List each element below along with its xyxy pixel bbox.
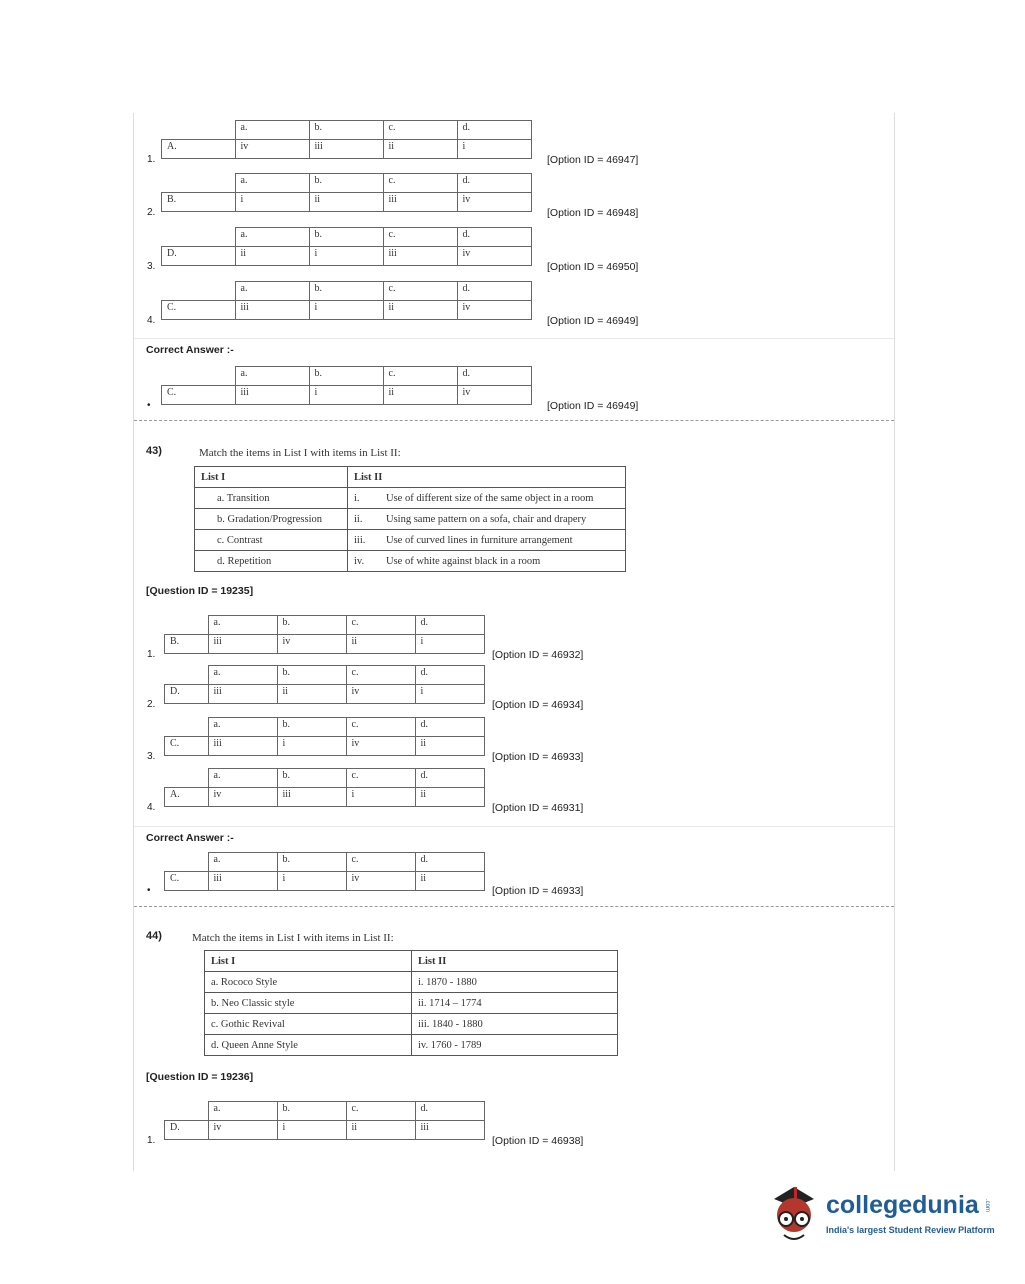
grid-value-cell: iv: [346, 737, 415, 756]
grid-header-cell: c.: [346, 616, 415, 635]
grid-value-cell: iv: [346, 872, 415, 891]
question-id: [Question ID = 19236]: [146, 1071, 254, 1083]
grid-header-cell: a.: [235, 228, 309, 247]
option-grid[interactable]: [161, 227, 532, 266]
grid-corner-cell: [165, 616, 209, 635]
grid-header-cell: a.: [208, 616, 277, 635]
option-number: 2.: [147, 207, 156, 218]
grid-corner-cell: [165, 718, 209, 737]
list-ii-header: List II: [412, 951, 618, 972]
grid-value-cell: ii: [383, 301, 457, 320]
option-number: 1.: [147, 1135, 156, 1146]
list-i-item: c. Gothic Revival: [205, 1014, 412, 1035]
match-row: [205, 1014, 618, 1035]
option-number: 2.: [147, 699, 156, 710]
grid-header-cell: d.: [415, 1102, 484, 1121]
grid-value-cell: iii: [235, 301, 309, 320]
grid-corner-cell: [162, 282, 236, 301]
grid-header-cell: a.: [208, 1102, 277, 1121]
grid-header-cell: b.: [277, 616, 346, 635]
question-divider: [134, 906, 894, 907]
grid-value-cell: i: [309, 247, 383, 266]
grid-value-cell: i: [277, 737, 346, 756]
grid-value-cell: iv: [457, 386, 531, 405]
grid-row-label: C.: [162, 301, 236, 320]
grid-value-cell: iv: [208, 788, 277, 807]
bullet-icon: •: [147, 400, 151, 411]
grid-corner-cell: [165, 666, 209, 685]
list-i-item: d. Repetition: [195, 551, 348, 572]
grid-value-cell: iv: [208, 1121, 277, 1140]
grid-header-cell: b.: [309, 228, 383, 247]
list-ii-item: iii. 1840 - 1880: [412, 1014, 618, 1035]
list-ii-item: iv. 1760 - 1789: [412, 1035, 618, 1056]
grid-header-cell: c.: [383, 174, 457, 193]
grid-header-cell: d.: [457, 228, 531, 247]
option-grid[interactable]: [164, 717, 485, 756]
brand-tagline: India's largest Student Review Platform: [826, 1225, 995, 1235]
list-i-item: a. Transition: [195, 488, 348, 509]
grid-corner-cell: [165, 1102, 209, 1121]
grid-header-cell: c.: [383, 121, 457, 140]
grid-header-cell: d.: [457, 282, 531, 301]
grid-row-label: D.: [165, 1121, 209, 1140]
option-number: 3.: [147, 751, 156, 762]
grid-value-cell: ii: [346, 635, 415, 654]
grid-header-cell: d.: [415, 616, 484, 635]
option-number: 4.: [147, 315, 156, 326]
option-id: [Option ID = 46931]: [492, 802, 584, 814]
list-i-item: b. Gradation/Progression: [195, 509, 348, 530]
grid-value-cell: iv: [277, 635, 346, 654]
grid-header-cell: d.: [457, 174, 531, 193]
grid-header-cell: b.: [277, 853, 346, 872]
grid-value-cell: iii: [208, 635, 277, 654]
grid-value-cell: iii: [277, 788, 346, 807]
option-grid[interactable]: [161, 173, 532, 212]
question-number: 43): [146, 445, 162, 457]
list-ii-numeral: i.: [348, 488, 381, 509]
question-prompt: Match the items in List I with items in List II:: [192, 932, 394, 944]
grid-row-label: C.: [162, 386, 236, 405]
grid-row-label: B.: [165, 635, 209, 654]
document-page: [133, 113, 895, 1171]
grid-header-cell: a.: [208, 853, 277, 872]
option-grid[interactable]: [161, 120, 532, 159]
match-table: [204, 950, 618, 1056]
grid-value-cell: iv: [346, 685, 415, 704]
grid-value-cell: ii: [235, 247, 309, 266]
grid-row-label: D.: [162, 247, 236, 266]
option-grid[interactable]: [161, 281, 532, 320]
grid-value-cell: iii: [208, 737, 277, 756]
list-ii-item: ii. 1714 – 1774: [412, 993, 618, 1014]
grid-value-cell: i: [457, 140, 531, 159]
grid-value-cell: iii: [208, 872, 277, 891]
brand-name: collegedunia: [826, 1191, 979, 1219]
option-id: [Option ID = 46950]: [547, 261, 639, 273]
grid-value-cell: ii: [383, 386, 457, 405]
grid-header-cell: c.: [346, 769, 415, 788]
grid-value-cell: i: [277, 1121, 346, 1140]
list-i-item: a. Rococo Style: [205, 972, 412, 993]
list-ii-item: Use of curved lines in furniture arrangement: [380, 530, 626, 551]
list-ii-item: Use of different size of the same object in a room: [380, 488, 626, 509]
grid-value-cell: i: [415, 635, 484, 654]
list-ii-numeral: iv.: [348, 551, 381, 572]
grid-value-cell: ii: [346, 1121, 415, 1140]
grid-value-cell: ii: [415, 737, 484, 756]
grid-header-cell: b.: [309, 174, 383, 193]
grid-value-cell: i: [415, 685, 484, 704]
grid-corner-cell: [162, 367, 236, 386]
grid-header-cell: c.: [346, 853, 415, 872]
grid-corner-cell: [162, 228, 236, 247]
grid-corner-cell: [165, 769, 209, 788]
match-row: [195, 488, 626, 509]
grid-header-cell: a.: [235, 282, 309, 301]
grid-header-cell: b.: [309, 367, 383, 386]
option-id: [Option ID = 46933]: [492, 751, 584, 763]
grid-header-cell: d.: [457, 367, 531, 386]
grid-value-cell: iv: [235, 140, 309, 159]
list-ii-item: Using same pattern on a sofa, chair and drapery: [380, 509, 626, 530]
option-id: [Option ID = 46934]: [492, 699, 584, 711]
match-row: [195, 530, 626, 551]
list-ii-numeral: iii.: [348, 530, 381, 551]
grid-value-cell: iv: [457, 247, 531, 266]
grid-value-cell: iii: [235, 386, 309, 405]
grid-header-cell: b.: [277, 666, 346, 685]
grid-value-cell: ii: [415, 788, 484, 807]
grid-value-cell: ii: [415, 872, 484, 891]
list-i-header: List I: [205, 951, 412, 972]
option-id: [Option ID = 46949]: [547, 400, 639, 412]
grid-corner-cell: [165, 853, 209, 872]
option-id: [Option ID = 46948]: [547, 207, 639, 219]
grid-value-cell: iii: [208, 685, 277, 704]
grid-row-label: A.: [162, 140, 236, 159]
match-row: [205, 1035, 618, 1056]
grid-header-cell: c.: [346, 1102, 415, 1121]
question-number: 44): [146, 930, 162, 942]
option-grid[interactable]: [164, 768, 485, 807]
grid-value-cell: iv: [457, 193, 531, 212]
grid-value-cell: iv: [457, 301, 531, 320]
grid-row-label: C.: [165, 737, 209, 756]
match-row: [205, 993, 618, 1014]
grid-value-cell: ii: [383, 140, 457, 159]
grid-header-cell: d.: [457, 121, 531, 140]
question-id: [Question ID = 19235]: [146, 585, 254, 597]
grid-value-cell: iii: [383, 247, 457, 266]
option-number: 4.: [147, 802, 156, 813]
grid-header-cell: a.: [235, 174, 309, 193]
grid-header-cell: c.: [346, 666, 415, 685]
grid-corner-cell: [162, 174, 236, 193]
grid-value-cell: ii: [277, 685, 346, 704]
collegedunia-logo: [768, 1177, 998, 1247]
correct-answer-label: Correct Answer :-: [146, 344, 234, 356]
grid-value-cell: iii: [309, 140, 383, 159]
option-grid[interactable]: [164, 852, 485, 891]
grid-row-label: B.: [162, 193, 236, 212]
option-number: 1.: [147, 154, 156, 165]
grid-corner-cell: [162, 121, 236, 140]
grid-row-label: D.: [165, 685, 209, 704]
grid-header-cell: c.: [383, 228, 457, 247]
grid-value-cell: ii: [309, 193, 383, 212]
grid-value-cell: i: [277, 872, 346, 891]
grid-value-cell: i: [235, 193, 309, 212]
grid-value-cell: iii: [415, 1121, 484, 1140]
list-ii-header: List II: [348, 467, 626, 488]
grid-header-cell: d.: [415, 666, 484, 685]
grid-header-cell: a.: [235, 367, 309, 386]
option-id: [Option ID = 46932]: [492, 649, 584, 661]
grid-header-cell: b.: [277, 718, 346, 737]
list-ii-numeral: ii.: [348, 509, 381, 530]
match-table: [194, 466, 626, 572]
list-i-item: d. Queen Anne Style: [205, 1035, 412, 1056]
divider: [134, 826, 894, 827]
question-prompt: Match the items in List I with items in List II:: [199, 447, 401, 459]
divider: [134, 338, 894, 339]
option-grid[interactable]: [164, 1101, 485, 1140]
option-id: [Option ID = 46949]: [547, 315, 639, 327]
correct-answer-label: Correct Answer :-: [146, 832, 234, 844]
list-ii-item: Use of white against black in a room: [380, 551, 626, 572]
question-divider: [134, 420, 894, 421]
grid-header-cell: a.: [208, 769, 277, 788]
grid-value-cell: i: [309, 301, 383, 320]
grid-header-cell: c.: [383, 367, 457, 386]
grid-value-cell: i: [309, 386, 383, 405]
grid-header-cell: b.: [277, 1102, 346, 1121]
list-i-header: List I: [195, 467, 348, 488]
option-number: 3.: [147, 261, 156, 272]
grid-header-cell: d.: [415, 769, 484, 788]
option-number: 1.: [147, 649, 156, 660]
list-ii-item: i. 1870 - 1880: [412, 972, 618, 993]
grid-header-cell: d.: [415, 853, 484, 872]
grid-header-cell: a.: [208, 718, 277, 737]
list-i-item: b. Neo Classic style: [205, 993, 412, 1014]
grid-value-cell: i: [346, 788, 415, 807]
grid-header-cell: c.: [346, 718, 415, 737]
option-grid[interactable]: [164, 615, 485, 654]
match-row: [205, 972, 618, 993]
grid-header-cell: b.: [277, 769, 346, 788]
grid-header-cell: c.: [383, 282, 457, 301]
option-id: [Option ID = 46947]: [547, 154, 639, 166]
option-grid[interactable]: [161, 366, 532, 405]
brand-suffix: .com: [984, 1199, 990, 1213]
grid-row-label: C.: [165, 872, 209, 891]
grid-header-cell: a.: [208, 666, 277, 685]
bullet-icon: •: [147, 885, 151, 896]
match-row: [195, 551, 626, 572]
option-id: [Option ID = 46938]: [492, 1135, 584, 1147]
grid-header-cell: d.: [415, 718, 484, 737]
grid-value-cell: iii: [383, 193, 457, 212]
match-row: [195, 509, 626, 530]
grid-header-cell: b.: [309, 121, 383, 140]
grid-header-cell: a.: [235, 121, 309, 140]
grid-header-cell: b.: [309, 282, 383, 301]
option-grid[interactable]: [164, 665, 485, 704]
list-i-item: c. Contrast: [195, 530, 348, 551]
option-id: [Option ID = 46933]: [492, 885, 584, 897]
grid-row-label: A.: [165, 788, 209, 807]
